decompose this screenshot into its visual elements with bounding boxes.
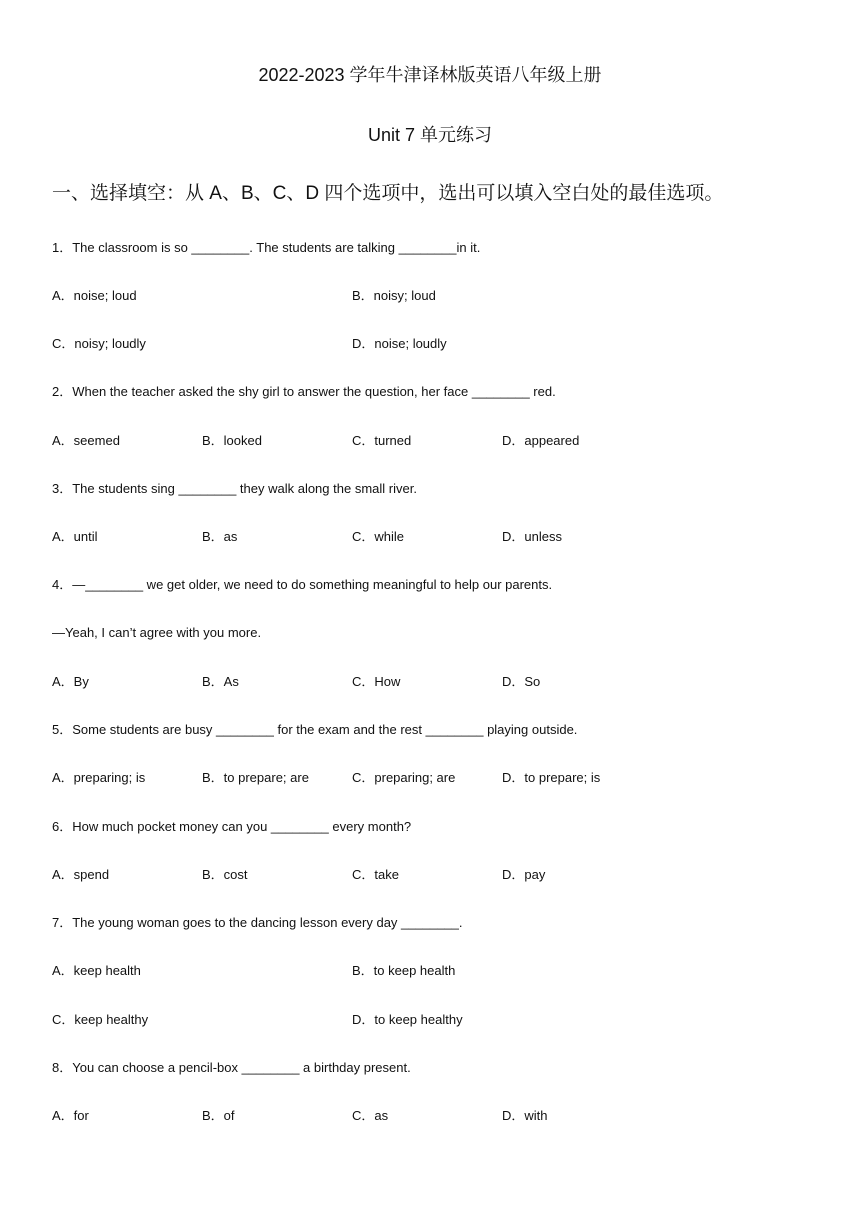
- document-subtitle: Unit 7 单元练习: [367, 125, 493, 145]
- question-2-option-c: C．turned: [352, 433, 412, 448]
- question-3-option-a: A．until: [52, 529, 98, 544]
- question-4-option-a: A．By: [52, 674, 89, 689]
- document-title: 2022-2023 学年牛津译林版英语八年级上册: [258, 65, 602, 85]
- question-4-text: 4．—________ we get older, we need to do something meaningful to help our parents.: [52, 577, 553, 592]
- question-6-option-c: C．take: [352, 867, 399, 882]
- question-5-option-b: B．to prepare; are: [202, 770, 309, 785]
- question-1-option-b: B．noisy; loud: [352, 288, 436, 303]
- question-7-text: 7．The young woman goes to the dancing lesson every day ________.: [52, 915, 463, 930]
- question-2-option-b: B．looked: [202, 433, 262, 448]
- question-6-option-d: D．pay: [502, 867, 546, 882]
- question-6-option-a: A．spend: [52, 867, 110, 882]
- question-8-text: 8．You can choose a pencil-box ________ a birthday present.: [52, 1060, 411, 1075]
- question-5-option-d: D．to prepare; is: [502, 770, 601, 785]
- question-3-option-c: C．while: [352, 529, 405, 544]
- question-2-option-d: D．appeared: [502, 433, 580, 448]
- question-6-option-b: B．cost: [202, 867, 248, 882]
- question-4-option-c: C．How: [352, 674, 401, 689]
- question-8-option-a: A．for: [52, 1108, 89, 1123]
- question-7-option-c: C．keep healthy: [52, 1012, 149, 1027]
- question-5-option-c: C．preparing; are: [352, 770, 456, 785]
- question-2-option-a: A．seemed: [52, 433, 120, 448]
- question-7-option-d: D．to keep healthy: [352, 1012, 463, 1027]
- question-1-option-d: D．noise; loudly: [352, 336, 447, 351]
- question-1-text: 1．The classroom is so ________. The students are talking ________in it.: [52, 240, 481, 255]
- question-1-option-c: C．noisy; loudly: [52, 336, 146, 351]
- question-3-text: 3．The students sing ________ they walk along the small river.: [52, 481, 417, 496]
- question-2-text: 2．When the teacher asked the shy girl to answer the question, her face ________ red.: [52, 384, 556, 399]
- question-4-option-d: D．So: [502, 674, 541, 689]
- question-4-option-b: B．As: [202, 674, 239, 689]
- question-8-option-d: D．with: [502, 1108, 548, 1123]
- question-5-text: 5．Some students are busy ________ for the exam and the rest ________ playing outside.: [52, 722, 578, 737]
- question-3-option-b: B．as: [202, 529, 238, 544]
- question-5-option-a: A．preparing; is: [52, 770, 146, 785]
- question-8-option-c: C．as: [352, 1108, 389, 1123]
- question-4-reply: —Yeah, I can’t agree with you more.: [52, 625, 262, 640]
- question-7-option-a: A．keep health: [52, 963, 141, 978]
- question-1-option-a: A．noise; loud: [52, 288, 137, 303]
- question-6-text: 6．How much pocket money can you ________ every month?: [52, 819, 412, 834]
- question-8-option-b: B．of: [202, 1108, 235, 1123]
- question-7-option-b: B．to keep health: [352, 963, 456, 978]
- section-heading: 一、选择填空：从 A、B、C、D 四个选项中，选出可以填入空白处的最佳选项。: [52, 183, 724, 204]
- question-3-option-d: D．unless: [502, 529, 562, 544]
